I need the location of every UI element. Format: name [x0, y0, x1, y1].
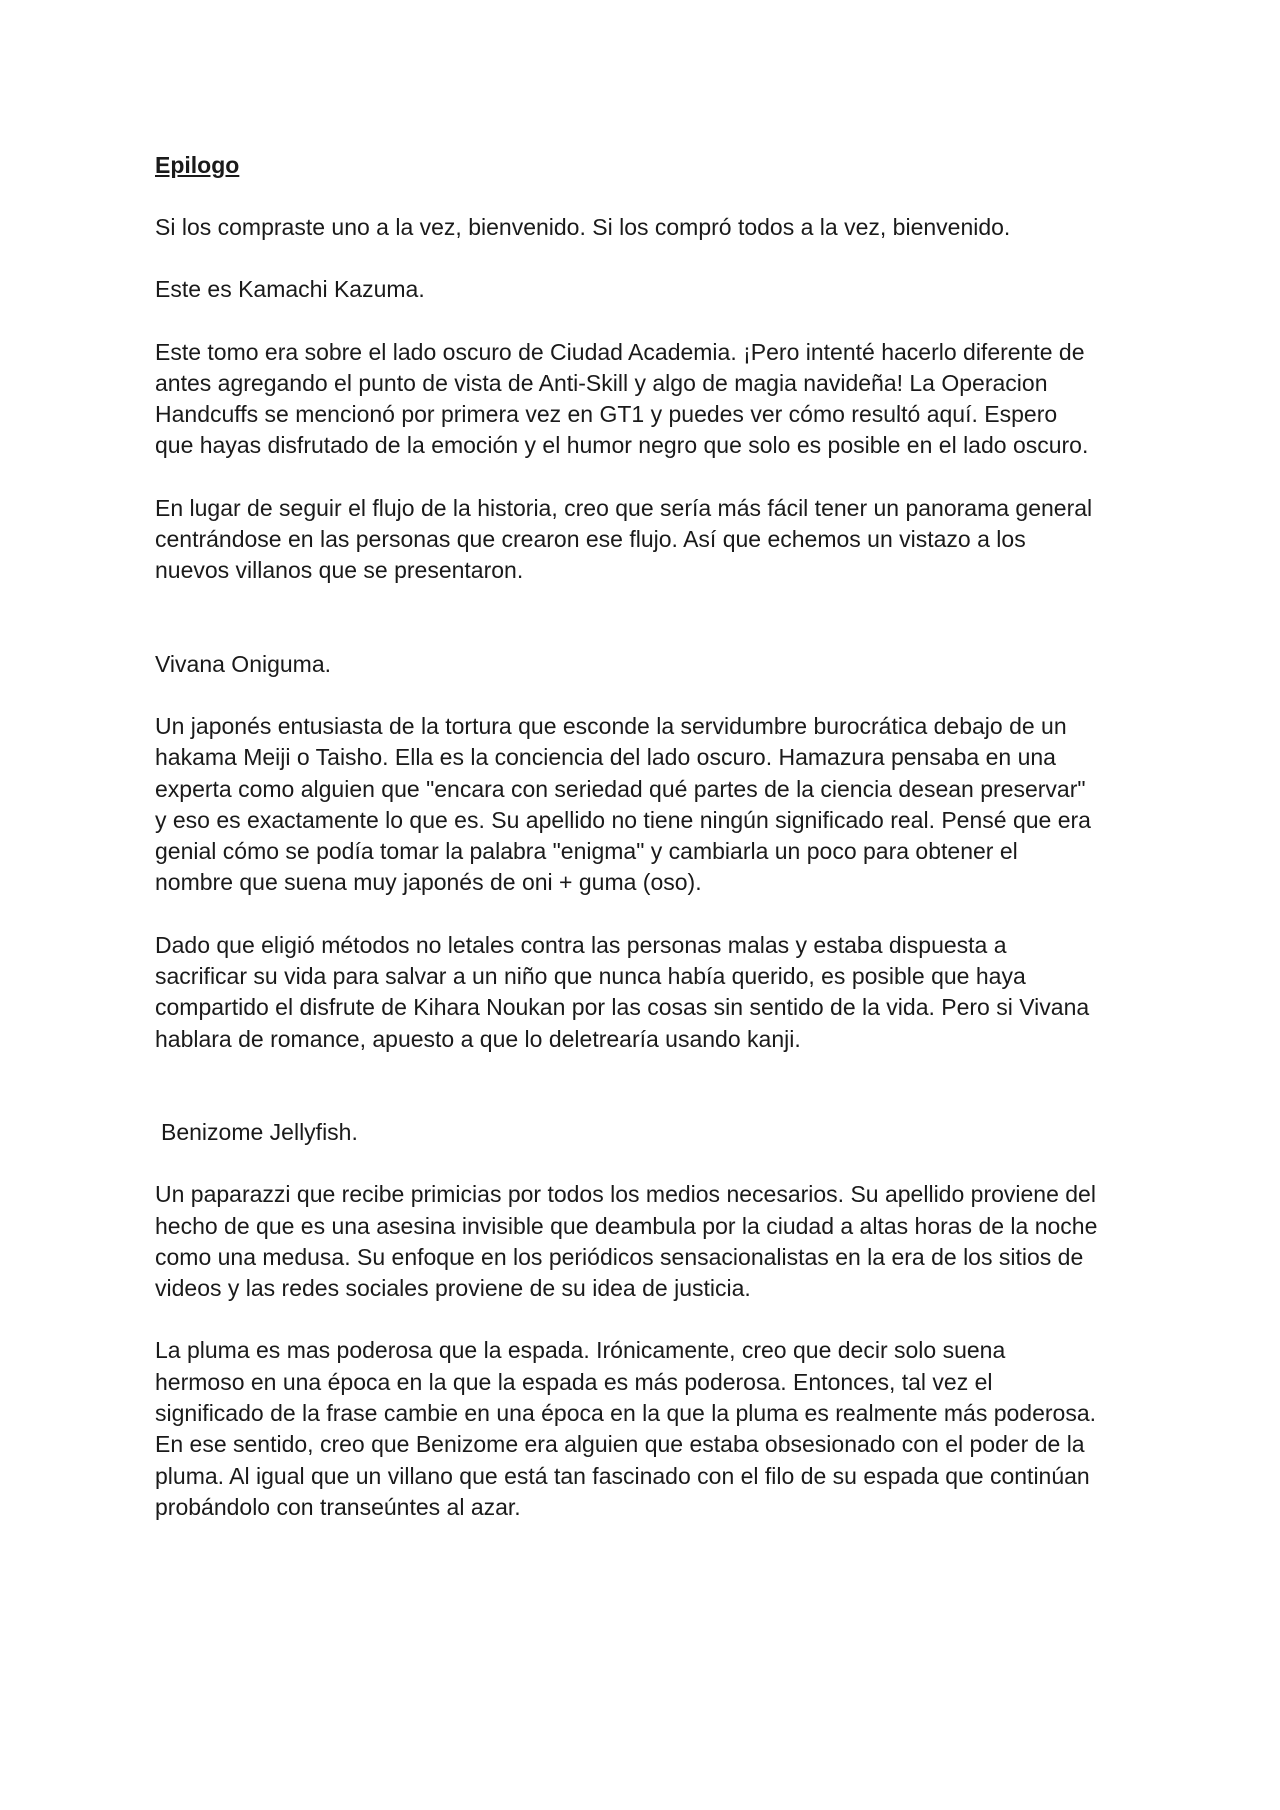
- intro-paragraph-1: Si los compraste uno a la vez, bienvenido. Si los compró todos a la vez, bienvenido.: [155, 214, 1011, 240]
- vivana-paragraph-2: Dado que eligió métodos no letales contra las personas malas y estaba dispuesta a sacrificar su vida para salvar a un niño que nunca había querido, es posible que haya compartido el disfrute de Kihara Noukan por las cosas sin sentido de la vida. Pero si Vivana hablara de romance, apuesto a que lo deletrearía usando kanji.: [155, 931, 1090, 1052]
- section-heading-vivana: Vivana Oniguma.: [155, 650, 332, 677]
- intro-paragraph-3: Este tomo era sobre el lado oscuro de Ciudad Academia. ¡Pero intenté hacerlo diferente de antes agregando el punto de vista de Anti-Skill y algo de magia navideña! La Operacion Handcuffs se mencionó por primera vez en GT1 y puedes ver cómo resultó aquí. Espero que hayas disfrutado de la emoción y el humor negro que solo es posible en el lado oscuro.: [155, 338, 1089, 459]
- intro-paragraph-4: En lugar de seguir el flujo de la historia, creo que sería más fácil tener un panorama general centrándose en las personas que crearon ese flujo. Así que echemos un vistazo a los nuevos villanos que se presentaron.: [155, 494, 1093, 584]
- page-title: Epilogo: [155, 152, 240, 178]
- vivana-paragraph-1: Un japonés entusiasta de la tortura que esconde la servidumbre burocrática debajo de un hakama Meiji o Taisho. Ella es la conciencia del lado oscuro. Hamazura pensaba en una experta como alguien que "encara con seriedad qué partes de la ciencia desean preservar" y eso es exactamente lo que es. Su apellido no tiene ningún significado real. Pensé que era genial cómo se podía tomar la palabra "enigma" y cambiarla un poco para obtener el nombre que suena muy japonés de oni + guma (oso).: [155, 712, 1091, 896]
- benizome-paragraph-2: La pluma es mas poderosa que la espada. Irónicamente, creo que decir solo suena hermoso en una época en la que la espada es más poderosa. Entonces, tal vez el significado de la frase cambie en una época en la que la pluma es realmente más poderosa. En ese sentido, creo que Benizome era alguien que estaba obsesionado con el poder de la pluma. Al igual que un villano que está tan fascinado con el filo de su espada que continúan probándolo con transeúntes al azar.: [155, 1337, 1097, 1520]
- document-page: [155, 150, 1135, 1554]
- intro-paragraph-2: Este es Kamachi Kazuma.: [155, 276, 425, 303]
- benizome-paragraph-1: Un paparazzi que recibe primicias por todos los medios necesarios. Su apellido proviene del hecho de que es una asesina invisible que deambula por la ciudad a altas horas de la noche como una medusa. Su enfoque en los periódicos sensacionalistas en la era de los sitios de videos y las redes sociales proviene de su idea de justicia.: [155, 1181, 1098, 1302]
- section-heading-benizome: Benizome Jellyfish.: [161, 1118, 358, 1145]
